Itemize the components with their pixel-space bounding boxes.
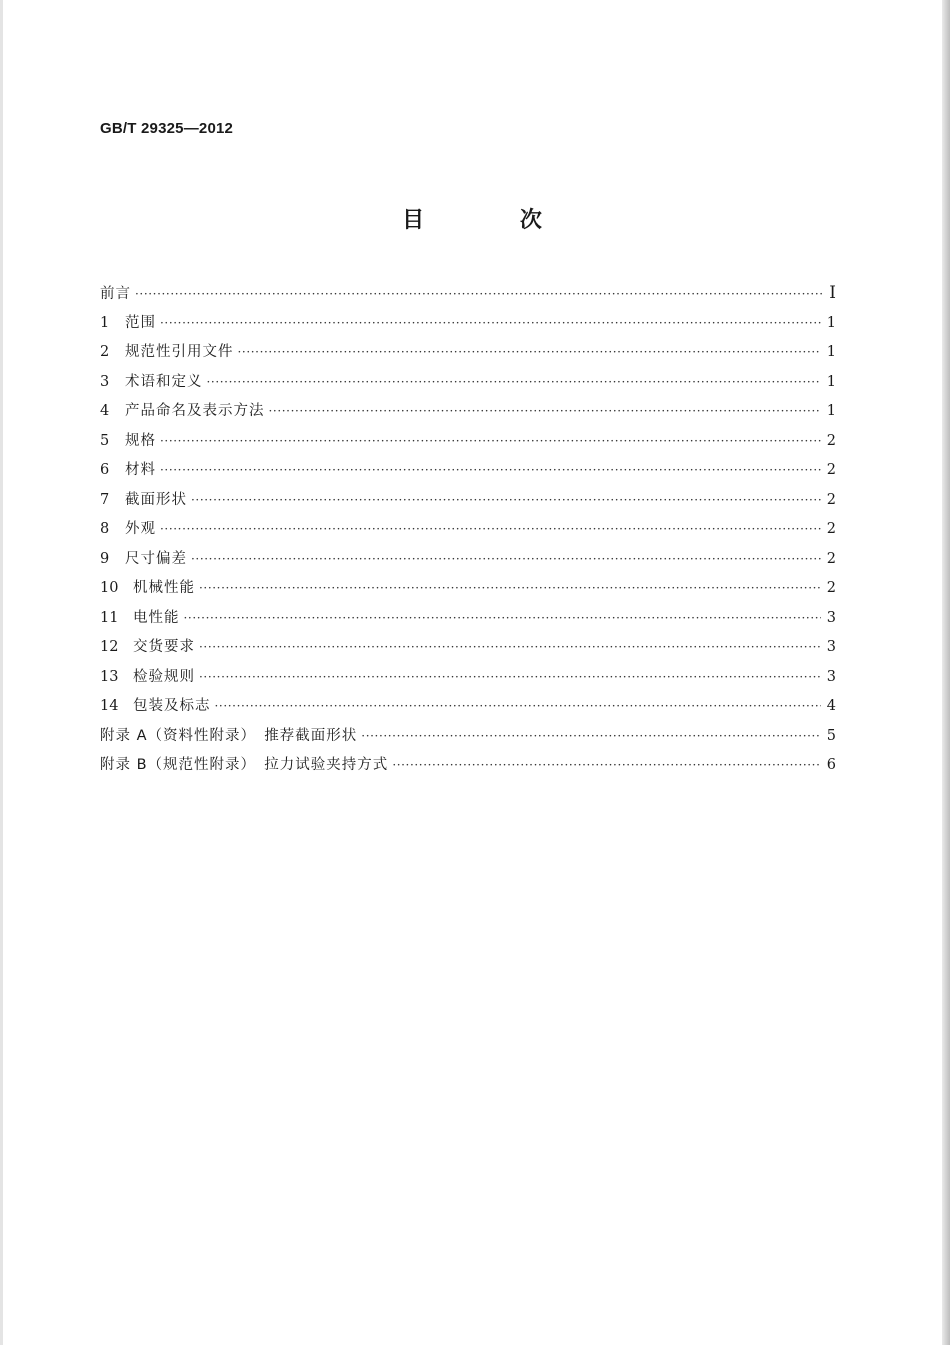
- toc-entry-page: 5: [826, 727, 836, 744]
- toc-entry-number: 14: [100, 698, 119, 714]
- toc-entry-number: 6: [100, 462, 110, 478]
- toc-leader-dots: [160, 459, 821, 481]
- toc-entry-annex[interactable]: [100, 754, 836, 784]
- toc-entry[interactable]: [100, 518, 836, 548]
- toc-entry-label: 前言: [100, 286, 131, 302]
- toc-entry-label: 附录 B（规范性附录） 拉力试验夹持方式: [100, 757, 389, 773]
- toc-entry-label: 交货要求: [133, 639, 195, 655]
- toc-entry[interactable]: [100, 459, 836, 489]
- toc-entry-number: 11: [100, 609, 119, 626]
- toc-entry-number: 5: [100, 432, 110, 449]
- toc-entry-page: 1: [826, 403, 836, 419]
- toc-leader-dots: [361, 725, 820, 747]
- toc-entry-page: 2: [826, 462, 836, 478]
- toc-entry[interactable]: [100, 341, 836, 371]
- toc-entry-number: 3: [100, 373, 110, 390]
- toc-leader-dots: [269, 400, 821, 422]
- toc-entry-number: 12: [100, 639, 119, 655]
- toc-entry-page: 1: [826, 314, 836, 331]
- toc-entry-number: 2: [100, 344, 110, 360]
- toc-entry-number: 10: [100, 580, 119, 596]
- toc-entry-page: 3: [826, 609, 836, 626]
- toc-entry-page: 1: [826, 344, 836, 360]
- toc-entry-number: 13: [100, 668, 119, 685]
- toc-entry[interactable]: [100, 371, 836, 401]
- toc-leader-dots: [135, 283, 822, 305]
- toc-entry-page: 2: [826, 521, 836, 537]
- toc-entry-label: 规范性引用文件: [125, 344, 234, 360]
- toc-entry-number: 9: [100, 550, 110, 567]
- toc-entry[interactable]: [100, 666, 836, 696]
- toc-leader-dots: [207, 371, 821, 393]
- toc-entry[interactable]: [100, 695, 836, 725]
- toc-leader-dots: [191, 489, 821, 511]
- toc-entry-label: 材料: [125, 462, 156, 478]
- toc-entry-annex[interactable]: [100, 725, 836, 755]
- toc-entry[interactable]: [100, 489, 836, 519]
- toc-leader-dots: [238, 341, 821, 363]
- toc-entry-label: 包装及标志: [133, 698, 211, 714]
- toc-leader-dots: [199, 577, 821, 599]
- toc-entry-label: 检验规则: [133, 668, 195, 685]
- page-left-edge: [0, 0, 3, 1345]
- page-title: 目 次: [402, 208, 586, 233]
- toc-entry-label: 截面形状: [125, 491, 187, 508]
- toc-leader-dots: [199, 636, 821, 658]
- toc-leader-dots: [160, 430, 821, 452]
- toc-entry[interactable]: [100, 577, 836, 607]
- toc-entry-label: 附录 A（资料性附录） 推荐截面形状: [100, 727, 358, 744]
- toc-entry-label: 产品命名及表示方法: [125, 403, 265, 419]
- toc-entry[interactable]: [100, 282, 836, 312]
- toc-leader-dots: [184, 607, 821, 629]
- toc-entry[interactable]: [100, 548, 836, 578]
- toc-entry-page: 4: [826, 698, 836, 714]
- toc-leader-dots: [191, 548, 821, 570]
- toc-entry-page: 2: [826, 491, 836, 508]
- toc-entry-page: 1: [826, 373, 836, 390]
- toc-entry-number: 7: [100, 491, 110, 508]
- toc-leader-dots: [160, 312, 821, 334]
- toc-entry-number: 8: [100, 521, 110, 537]
- toc-entry-label: 术语和定义: [125, 373, 203, 390]
- toc-entry-label: 规格: [125, 432, 156, 449]
- toc-entry-label: 机械性能: [133, 580, 195, 596]
- toc-leader-dots: [215, 695, 821, 717]
- toc-entry[interactable]: [100, 400, 836, 430]
- toc-entry-page: 2: [826, 550, 836, 567]
- toc-entry-page: 2: [826, 580, 836, 596]
- toc-leader-dots: [199, 666, 821, 688]
- standard-number: GB/T 29325—2012: [100, 120, 234, 137]
- toc-entry-number: 1: [100, 314, 110, 331]
- toc-entry[interactable]: [100, 607, 836, 637]
- toc-entry-page: 3: [826, 668, 836, 685]
- toc-entry[interactable]: [100, 430, 836, 460]
- toc-entry-page: 2: [826, 432, 836, 449]
- toc-entry-label: 范围: [125, 314, 156, 331]
- toc-entry[interactable]: [100, 636, 836, 666]
- toc-leader-dots: [160, 518, 821, 540]
- toc-entry-page: Ⅰ: [829, 283, 836, 303]
- toc-entry-label: 尺寸偏差: [125, 550, 187, 567]
- toc-leader-dots: [392, 754, 820, 776]
- toc-entry-label: 电性能: [133, 609, 180, 626]
- toc-entry-label: 外观: [125, 521, 156, 537]
- table-of-contents: [100, 282, 836, 784]
- toc-entry-number: 4: [100, 403, 110, 419]
- toc-entry-page: 3: [826, 639, 836, 655]
- page-right-edge: [942, 0, 950, 1345]
- toc-entry[interactable]: [100, 312, 836, 342]
- toc-entry-page: 6: [826, 757, 836, 773]
